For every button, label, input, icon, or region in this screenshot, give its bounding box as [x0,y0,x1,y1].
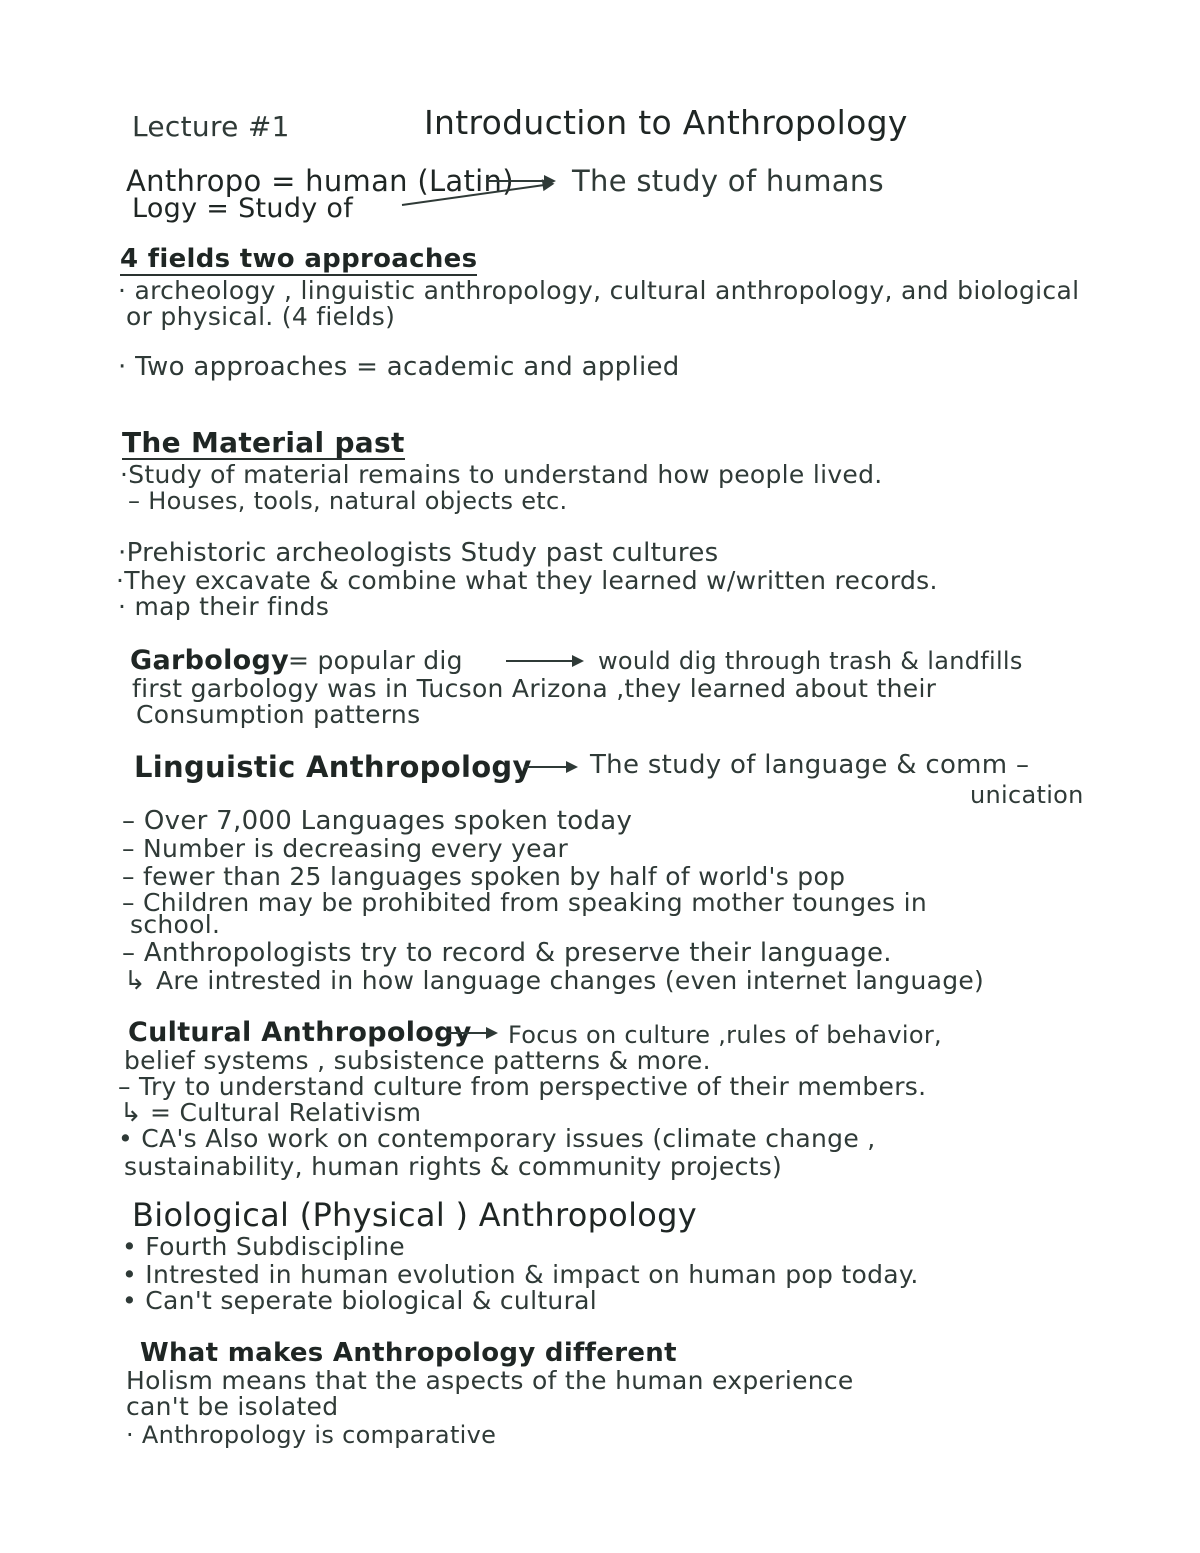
fields-item-1-line-1: · archeology , linguistic anthropology, cultural anthropology, and biological [118,276,1080,305]
cultural-line-4: = Cultural Relativism [150,1098,422,1127]
different-line-3: · Anthropology is comparative [126,1421,497,1449]
cultural-line-5: • CA's Also work on contemporary issues (climate change , [118,1124,876,1153]
material-line-3: ·Prehistoric archeologists Study past cultures [118,538,719,568]
garbology-result: would dig through trash & landfills [598,647,1023,675]
biological-line-2: • Intrested in human evolution & impact on human pop today. [122,1260,919,1289]
linguistic-heading: Linguistic Anthropology [134,750,532,784]
different-line-1: Holism means that the aspects of the human experience [126,1366,854,1395]
linguistic-line-7: Are intrested in how language changes (even internet language) [156,966,985,995]
fields-item-2: · Two approaches = academic and applied [118,352,680,382]
garbology-line-2: first garbology was in Tucson Arizona ,they learned about their [132,674,937,703]
linguistic-result-continued: unication [970,781,1084,809]
etymology-line-logy: Logy = Study of [132,193,354,224]
cultural-line-6: sustainability, human rights & community projects) [124,1152,783,1181]
cultural-arrow-icon [448,1032,494,1034]
garbology-arrow-icon [506,660,580,662]
curved-arrow-icon: ↳ [124,966,146,996]
material-line-2: – Houses, tools, natural objects etc. [128,487,568,515]
lecture-number: Lecture #1 [132,110,290,143]
garbology-term: Garbology [130,645,290,676]
different-line-2: can't be isolated [126,1392,339,1421]
different-heading: What makes Anthropology different [140,1338,677,1368]
biological-heading: Biological (Physical ) Anthropology [132,1196,697,1234]
fields-heading: 4 fields two approaches [120,244,478,274]
linguistic-line-4: – Children may be prohibited from speaking mother tounges in [122,888,928,917]
cultural-result: Focus on culture ,rules of behavior, [508,1021,942,1049]
cultural-line-3: – Try to understand culture from perspective of their members. [118,1072,927,1101]
linguistic-line-1: – Over 7,000 Languages spoken today [122,806,633,836]
linguistic-line-5: school. [130,910,221,939]
linguistic-arrow-icon [524,766,574,768]
biological-line-3: • Can't seperate biological & cultural [122,1286,598,1315]
cultural-line-2: belief systems , subsistence patterns & more. [124,1046,711,1075]
biological-line-1: • Fourth Subdiscipline [122,1232,405,1261]
material-line-4: ·They excavate & combine what they learned w/written records. [116,566,938,595]
curved-arrow-icon-2: ↳ [120,1098,142,1128]
material-line-5: · map their finds [118,592,330,621]
linguistic-result: The study of language & comm – [590,750,1030,780]
material-heading: The Material past [122,426,405,459]
garbology-definition: = popular dig [288,646,463,675]
garbology-line-3: Consumption patterns [136,700,421,729]
linguistic-line-6: – Anthropologists try to record & preserve their language. [122,938,892,968]
page-title: Introduction to Anthropology [424,103,908,142]
material-line-1: ·Study of material remains to understand how people lived. [120,460,883,489]
etymology-line-anthropo: Anthropo = human (Latin) [126,164,514,198]
cultural-heading: Cultural Anthropology [128,1017,472,1048]
linguistic-line-3: – fewer than 25 languages spoken by half of world's pop [122,862,846,891]
fields-item-1-line-2: or physical. (4 fields) [126,302,396,331]
etymology-result: The study of humans [572,164,884,198]
linguistic-line-2: – Number is decreasing every year [122,834,569,863]
